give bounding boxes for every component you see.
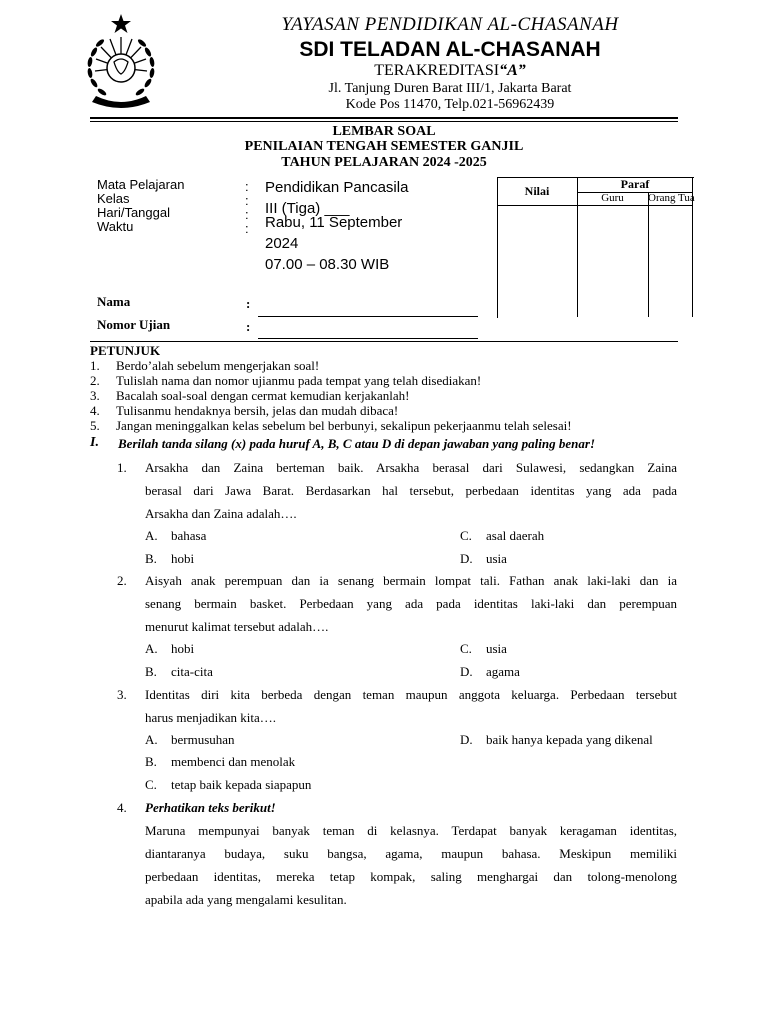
passage-line: perbedaan identitas, mereka tetap kompak, saling menghargai dan tolong-menolong <box>145 869 677 884</box>
answer-option[interactable] <box>460 641 507 657</box>
option-text: usia <box>486 551 507 566</box>
instruction-text: Tulislah nama dan nomor ujianmu pada tempat yang telah disediakan! <box>116 373 482 388</box>
answer-option[interactable] <box>460 551 507 567</box>
answer-option[interactable] <box>460 728 677 751</box>
colon: : <box>246 296 251 311</box>
passage-line: diantaranya budaya, suku bangsa, agama, maupun bahasa. Meskipun memiliki <box>145 846 677 861</box>
answer-option[interactable] <box>145 777 311 793</box>
option-text: asal daerah <box>486 528 545 543</box>
score-cell[interactable] <box>497 205 577 317</box>
accreditation-grade: “A” <box>499 62 526 79</box>
option-letter: B. <box>145 664 157 679</box>
subject-label: Mata Pelajaran <box>97 177 185 192</box>
question-line: Identitas diri kita berbeda dengan teman maupun anggota keluarga. Perbedaan tersebut <box>145 687 677 702</box>
time-value: 07.00 – 08.30 WIB <box>265 256 390 273</box>
class-label: Kelas <box>97 191 130 206</box>
colon: : <box>245 179 249 194</box>
instruction-number: 2. <box>90 373 100 388</box>
answer-option[interactable] <box>145 754 295 770</box>
colon: : <box>245 193 249 208</box>
section-number: I. <box>90 435 99 450</box>
answer-option[interactable] <box>145 641 194 657</box>
school-name: SDI TELADAN AL-CHASANAH <box>299 38 601 61</box>
answer-option[interactable] <box>460 528 544 544</box>
name-field-line[interactable] <box>258 316 478 317</box>
option-text: tetap baik kepada siapapun <box>171 777 312 792</box>
answer-option[interactable] <box>145 528 206 544</box>
option-text: membenci dan menolak <box>171 754 296 769</box>
time-label: Waktu <box>97 219 134 234</box>
year-value: 2024 <box>265 235 299 252</box>
answer-option[interactable] <box>145 732 235 748</box>
option-text: bahasa <box>171 528 207 543</box>
parent-signature-cell[interactable] <box>648 205 692 317</box>
section-instruction: Berilah tanda silang (x) pada huruf A, B, C atau D di depan jawaban yang paling benar! <box>118 436 596 451</box>
instruction-item <box>90 358 319 373</box>
question-number: 1. <box>117 460 127 475</box>
option-text: usia <box>486 641 507 656</box>
instructions-divider <box>90 341 678 342</box>
question-line: berasal dari Jawa Barat. Berdasarkan hal tersebut, perbedaan identitas yang ada pada <box>145 483 677 498</box>
instruction-number: 3. <box>90 388 100 403</box>
foundation-name: YAYASAN PENDIDIKAN AL-CHASANAH <box>281 14 619 35</box>
academic-year: TAHUN PELAJARAN 2024 -2025 <box>281 155 487 170</box>
teacher-header: Guru <box>601 192 624 204</box>
instruction-number: 5. <box>90 418 100 433</box>
instruction-item <box>90 418 572 433</box>
instruction-item <box>90 373 481 388</box>
passage-line: apabila ada yang mengalami kesulitan. <box>145 892 347 907</box>
instruction-number: 1. <box>90 358 100 373</box>
option-text: cita-cita <box>171 664 213 679</box>
option-letter: D. <box>460 551 473 566</box>
colon: : <box>246 319 251 334</box>
option-text: hobi <box>171 551 195 566</box>
exam-number-label: Nomor Ujian <box>97 317 171 332</box>
option-text: hobi <box>171 641 195 656</box>
question-number: 4. <box>117 800 127 815</box>
option-letter: A. <box>145 732 158 747</box>
instruction-text: Jangan meninggalkan kelas sebelum bel berbunyi, sekalipun pekerjaanmu telah selesai! <box>116 418 572 433</box>
option-letter: D. <box>460 664 473 679</box>
school-postal-phone: Kode Pos 11470, Telp.021-56962439 <box>345 97 555 112</box>
accreditation <box>250 62 650 80</box>
question-line: senang bermain basket. Perbedaan yang ada pada identitas laki-laki dan perempuan <box>145 596 677 611</box>
header-divider-thin <box>90 121 678 122</box>
accreditation-label: TERAKREDITASI <box>374 62 500 79</box>
day-date-label: Hari/Tanggal <box>97 205 170 220</box>
teacher-signature-cell[interactable] <box>577 205 648 317</box>
instruction-item <box>90 403 398 418</box>
signature-header: Paraf <box>620 177 650 191</box>
instruction-text: Bacalah soal-soal dengan cermat kemudian kerjakanlah! <box>116 388 410 403</box>
answer-option[interactable] <box>460 664 520 680</box>
answer-option[interactable] <box>145 551 194 567</box>
question-line: Arsakha dan Zaina berteman baik. Arsakha berasal dari Sulawesi, sedangkan Zaina <box>145 460 677 475</box>
question-number: 3. <box>117 687 127 702</box>
colon: : <box>245 207 249 222</box>
question-line: Aisyah anak perempuan dan ia senang bermain lompat tali. Fathan anak laki-laki dan ia <box>145 573 677 588</box>
colon: : <box>245 221 249 236</box>
option-letter: B. <box>145 551 157 566</box>
option-text: agama <box>486 664 520 679</box>
name-label: Nama <box>97 294 131 309</box>
school-logo-emblem <box>80 12 162 108</box>
instructions-title: PETUNJUK <box>90 343 161 358</box>
sheet-title: LEMBAR SOAL <box>332 124 436 139</box>
question-number: 2. <box>117 573 127 588</box>
option-letter: D. <box>460 732 473 747</box>
option-text: baik hanya kepada yang dikenal <box>486 732 653 747</box>
instruction-text: Berdo’alah sebelum mengerjakan soal! <box>116 358 320 373</box>
option-letter: A. <box>145 641 158 656</box>
instruction-number: 4. <box>90 403 100 418</box>
option-letter: B. <box>145 754 157 769</box>
option-text: bermusuhan <box>171 732 235 747</box>
class-value: III (Tiga) ___ <box>265 200 350 217</box>
exam-number-field-line[interactable] <box>258 338 478 339</box>
option-letter: A. <box>145 528 158 543</box>
option-letter: C. <box>460 528 472 543</box>
answer-option[interactable] <box>145 664 213 680</box>
option-letter: C. <box>145 777 157 792</box>
question-line: Arsakha dan Zaina adalah…. <box>145 506 297 521</box>
assessment-title: PENILAIAN TENGAH SEMESTER GANJIL <box>244 139 524 154</box>
subject-value: Pendidikan Pancasila <box>265 179 409 196</box>
parent-header: Orang Tua <box>648 192 695 204</box>
score-header: Nilai <box>524 184 550 198</box>
header-divider-thick <box>90 117 678 119</box>
instruction-item <box>90 388 409 403</box>
instruction-text: Tulisanmu hendaknya bersih, jelas dan mudah dibaca! <box>116 403 399 418</box>
question-prompt: Perhatikan teks berikut! <box>145 800 276 815</box>
question-line: menurut kalimat tersebut adalah…. <box>145 619 329 634</box>
school-address: Jl. Tanjung Duren Barat III/1, Jakarta Barat <box>328 81 572 96</box>
day-date-value: Rabu, 11 September <box>265 214 403 231</box>
option-letter: C. <box>460 641 472 656</box>
question-line: harus menjadikan kita…. <box>145 710 277 725</box>
passage-line: Maruna mempunyai banyak teman di kelasnya. Terdapat banyak keragaman identitas, <box>145 823 677 838</box>
